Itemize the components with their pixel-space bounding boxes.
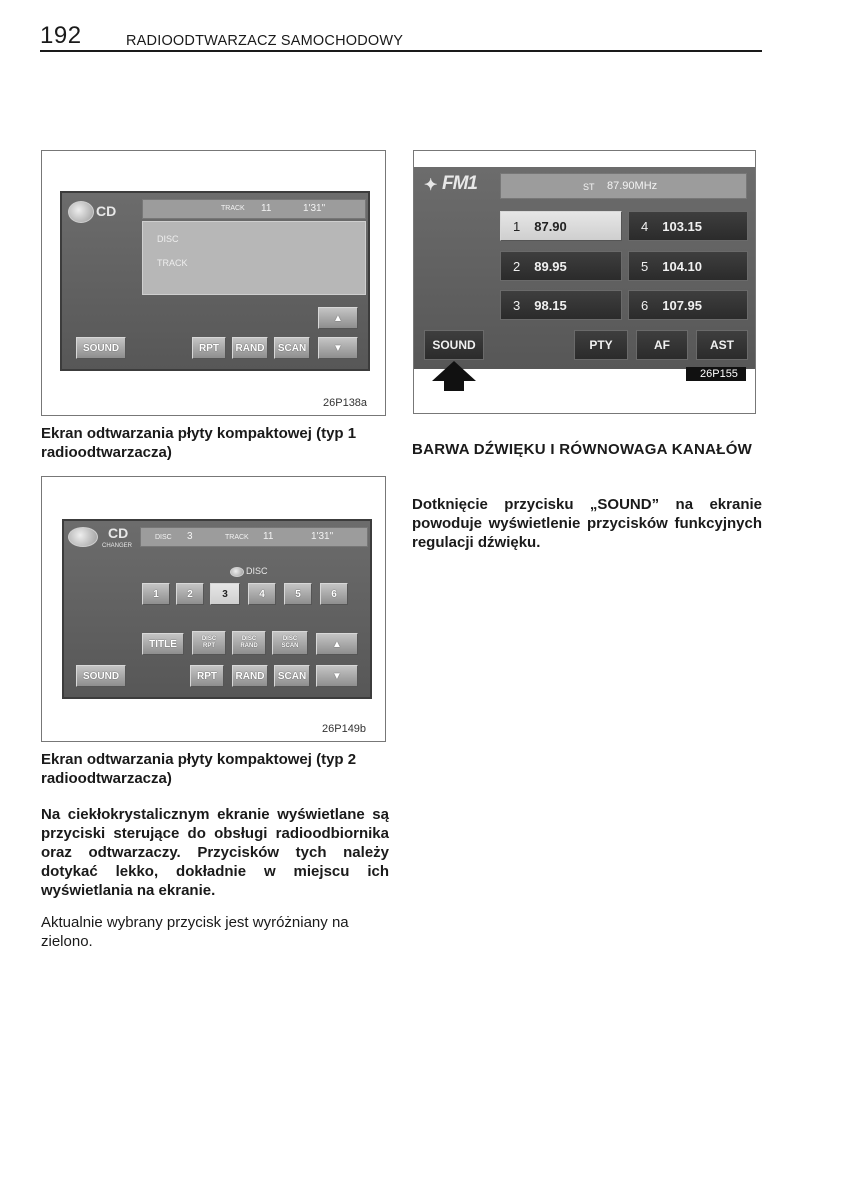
figure-code: 26P155: [686, 367, 746, 381]
disc-icon: [68, 527, 98, 547]
left-paragraph-bold: Na ciekłokrystalicznym ekranie wyświetlane są przyciski sterujące do obsługi radioodbiornika oraz odtwarzaczy. Przycisków tych należy dotykać lekko, dokładnie w miejscu ich wyświetlania na ekranie.: [41, 806, 389, 899]
figure1-caption: Ekran odtwarzania płyty kompaktowej (typ 1 radioodtwarzacza): [41, 425, 357, 461]
figure-cd-type1: [41, 150, 386, 416]
disc-scan-button[interactable]: [272, 631, 308, 655]
preset-num: 1: [513, 218, 521, 234]
figure2-caption: Ekran odtwarzania płyty kompaktowej (typ 2 radioodtwarzacza): [41, 751, 357, 787]
disc-rand-line1: DISC: [241, 636, 257, 642]
right-paragraph-bold: Dotknięcie przycisku „SOUND” na ekranie powoduje wyświetlenie przycisków funkcyjnych regulacji dźwięku.: [412, 496, 762, 551]
disc-button-1[interactable]: 1: [142, 583, 170, 605]
left-paragraph: Aktualnie wybrany przycisk jest wyróżniany na zielono.: [41, 914, 349, 950]
up-button[interactable]: ▲: [316, 633, 358, 655]
down-button[interactable]: ▼: [316, 665, 358, 687]
rpt-button[interactable]: RPT: [190, 665, 224, 687]
scan-button[interactable]: SCAN: [274, 665, 310, 687]
disc-button-5[interactable]: 5: [284, 583, 312, 605]
disc-rpt-line2: RPT: [203, 643, 215, 649]
preset-num: 2: [513, 258, 521, 274]
preset-button-6[interactable]: [628, 290, 748, 320]
lcd-screen: [62, 519, 372, 699]
preset-num: 3: [513, 297, 521, 313]
status-bar: [142, 199, 366, 219]
scan-button[interactable]: SCAN: [274, 337, 310, 359]
preset-num: 6: [641, 297, 649, 313]
header-rule: [40, 50, 762, 52]
page-number: 192: [40, 22, 82, 49]
section-heading: BARWA DŹWIĘKU I RÓWNOWAGA KANAŁÓW: [412, 441, 753, 458]
figure-cd-type2: [41, 476, 386, 742]
disc-indicator: DISC: [246, 566, 268, 576]
disc-small-icon: [230, 567, 244, 577]
sound-button[interactable]: SOUND: [76, 665, 126, 687]
play-time: 1'31": [303, 203, 326, 214]
disc-button-2[interactable]: 2: [176, 583, 204, 605]
station-label: ST: [583, 182, 595, 192]
band-label: FM1: [442, 173, 477, 194]
up-button[interactable]: ▲: [318, 307, 358, 329]
info-line-track: TRACK: [157, 258, 188, 268]
antenna-icon: ✦: [424, 177, 438, 194]
down-button[interactable]: ▼: [318, 337, 358, 359]
preset-num: 4: [641, 218, 649, 234]
track-label: TRACK: [221, 205, 245, 212]
rpt-button[interactable]: RPT: [192, 337, 226, 359]
sound-button[interactable]: SOUND: [76, 337, 126, 359]
disc-value: 3: [187, 531, 193, 542]
source-label: CD: [108, 525, 129, 541]
info-line-disc: DISC: [157, 234, 179, 244]
preset-button-4[interactable]: [628, 211, 748, 241]
play-time: 1'31": [311, 531, 334, 542]
sound-button[interactable]: SOUND: [424, 330, 484, 360]
preset-button-2[interactable]: [500, 251, 622, 281]
lcd-screen: [414, 167, 755, 369]
figure-radio-fm: [413, 150, 756, 414]
figure-code: 26P149b: [322, 723, 367, 735]
disc-button-6[interactable]: 6: [320, 583, 348, 605]
source-label: CD: [96, 203, 117, 219]
preset-button-3[interactable]: [500, 290, 622, 320]
station-frequency: 87.90MHz: [607, 180, 658, 192]
changer-label: CHANGER: [102, 543, 133, 549]
preset-num: 5: [641, 258, 649, 274]
status-bar: [140, 527, 368, 547]
figure-code: 26P138a: [323, 397, 368, 409]
disc-scan-line1: DISC: [282, 636, 298, 642]
disc-rpt-line1: DISC: [201, 636, 217, 642]
preset-freq: 107.95: [662, 297, 702, 313]
disc-rand-button[interactable]: [232, 631, 266, 655]
rand-button[interactable]: RAND: [232, 665, 268, 687]
rand-button[interactable]: RAND: [232, 337, 268, 359]
disc-rpt-button[interactable]: [192, 631, 226, 655]
preset-freq: 103.15: [662, 218, 702, 234]
preset-button-1[interactable]: [500, 211, 622, 241]
arrow-up-icon: [432, 361, 476, 391]
disc-button-4[interactable]: 4: [248, 583, 276, 605]
af-button[interactable]: AF: [636, 330, 688, 360]
disc-button-3[interactable]: 3: [210, 583, 240, 605]
preset-button-5[interactable]: [628, 251, 748, 281]
preset-freq: 87.90: [534, 218, 567, 234]
ast-button[interactable]: AST: [696, 330, 748, 360]
status-bar: [500, 173, 747, 199]
title-button[interactable]: TITLE: [142, 633, 184, 655]
running-title: RADIOODTWARZACZ SAMOCHODOWY: [126, 33, 404, 49]
disc-label: DISC: [155, 534, 172, 541]
track-value: 11: [261, 203, 272, 214]
preset-freq: 104.10: [662, 258, 702, 274]
track-value: 11: [263, 531, 274, 542]
lcd-screen: [60, 191, 370, 371]
preset-freq: 98.15: [534, 297, 567, 313]
track-label: TRACK: [225, 534, 249, 541]
preset-freq: 89.95: [534, 258, 567, 274]
info-panel: [142, 221, 366, 295]
disc-scan-line2: SCAN: [281, 643, 299, 649]
disc-rand-line2: RAND: [240, 643, 258, 649]
disc-icon: [68, 201, 94, 223]
pty-button[interactable]: PTY: [574, 330, 628, 360]
